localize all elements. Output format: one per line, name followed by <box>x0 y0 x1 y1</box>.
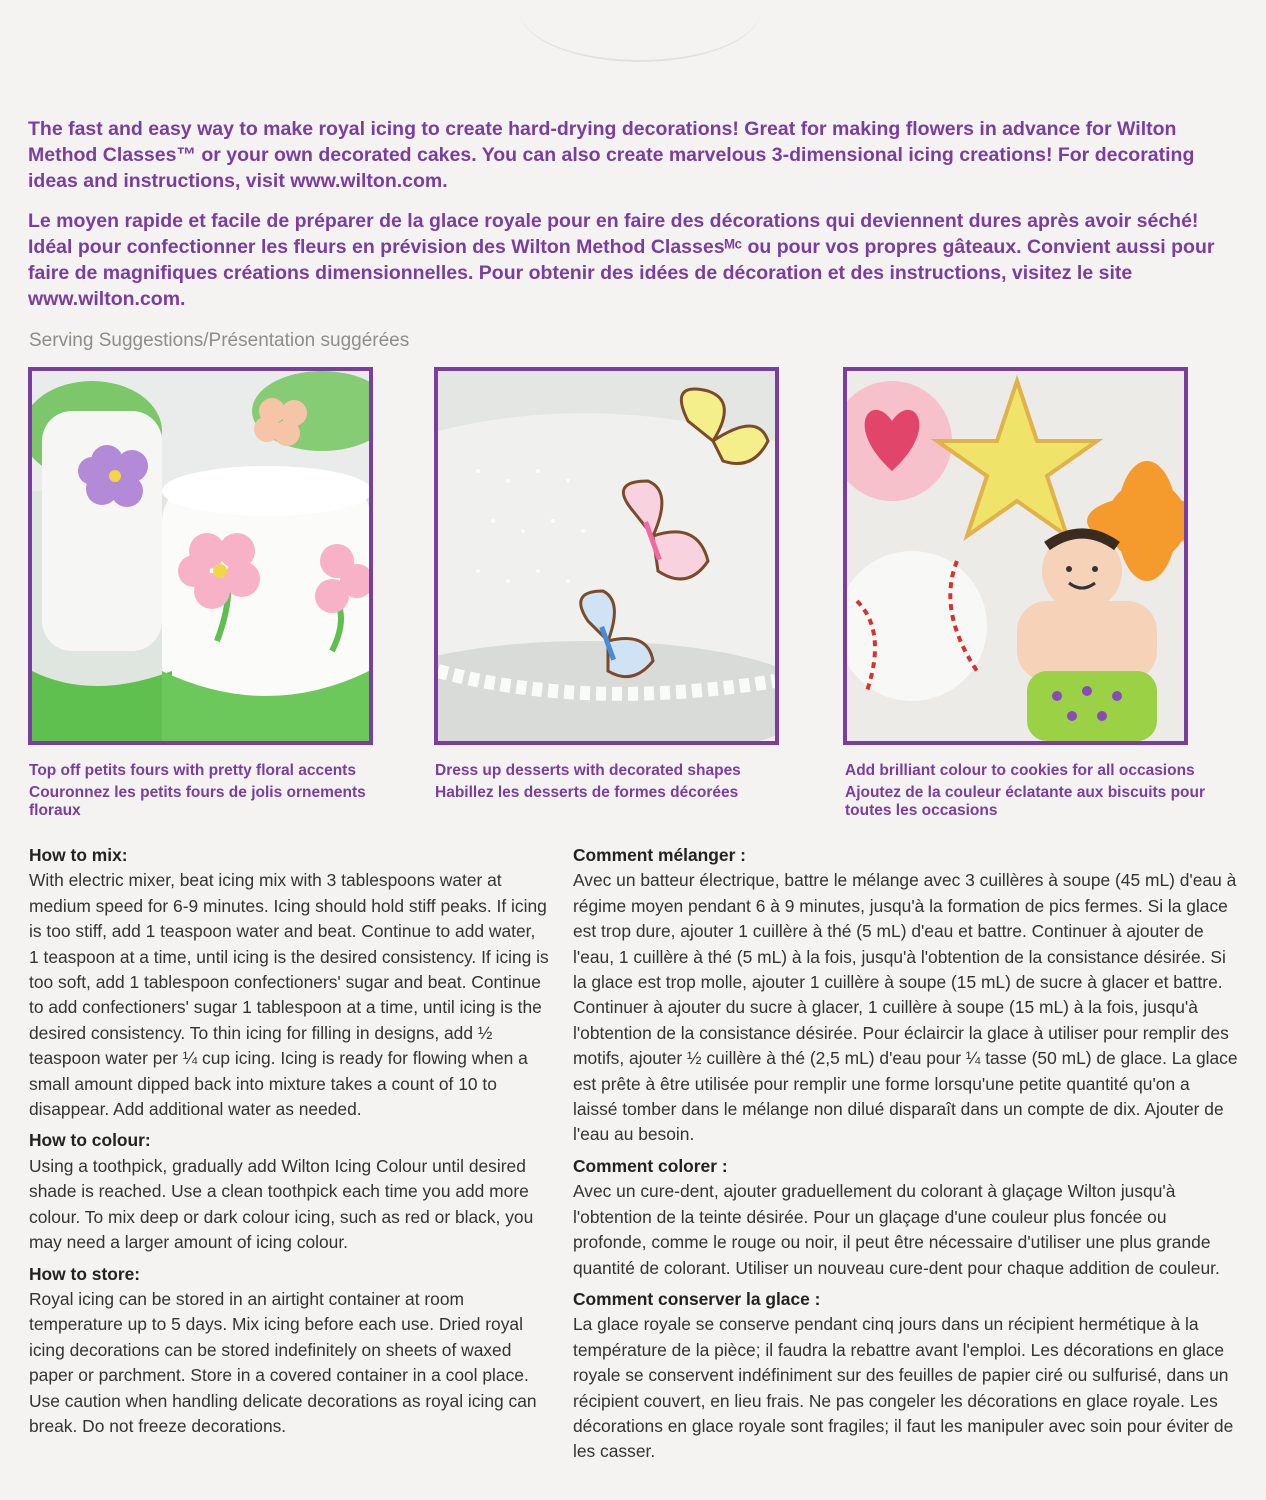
caption-butterflies-en: Dress up desserts with decorated shapes <box>435 762 741 779</box>
french-instructions <box>573 843 1238 1465</box>
caption-petit-fours-en: Top off petits fours with pretty floral accents <box>29 762 356 779</box>
comment-colorer-body: Avec un cure-dent, ajouter graduellement du colorant à glaçage Wilton jusqu'à l'obtention de la teinte désirée. Pour un glaçage d'une couleur plus foncée ou profonde, comme le rouge ou noir, il peut être nécessaire d'utiliser une plus grande quantité de colorant. Utiliser un nouveau cure-dent pour chaque addition de couleur. <box>573 1181 1220 1278</box>
how-to-colour-title: How to colour: <box>29 1130 151 1151</box>
how-to-mix-body: With electric mixer, beat icing mix with 3 tablespoons water at medium speed for 6-9 minutes. Icing should hold stiff peaks. If icing is too stiff, add 1 teaspoon water and beat. Continue to add water, 1 teaspoon at a time, until icing is the desired consistency. If icing is too soft, add 1 tablespoon confectioners' sugar and beat. Continue to add confectioners' sugar 1 tablespoon at a time, until icing is the desired consistency. To thin icing for filling in designs, add ½ teaspoon water per ¼ cup icing. Icing is ready for flowing when a small amount dipped back into mixture takes a count of 10 to disappear. Add additional water as needed. <box>29 870 549 1120</box>
intro-english: The fast and easy way to make royal icing to create hard-drying decorations! Great for making flowers in advance for Wilton Method Classes™ or your own decorated cakes. You can also create marvelous 3-dimensional icing creations! For decorating ideas and instructions, visit www.wilton.com. <box>28 118 1195 192</box>
package-arc-decoration <box>520 0 760 62</box>
how-to-store-title: How to store: <box>29 1263 141 1284</box>
comment-melanger-body: Avec un batteur électrique, battre le mélange avec 3 cuillères à soupe (45 mL) d'eau à régime moyen pendant 6 à 9 minutes, jusqu'à la formation de pics fermes. Si la glace est trop dure, ajouter 1 cuillère à thé (5 mL) d'eau et battre. Continuer à ajouter de l'eau, 1 cuillère à thé (5 mL) à la fois, jusqu'à l'obtention de la consistance désirée. Si la glace est trop molle, ajouter 1 cuillère à soupe (15 mL) de sucre à glacer et battre. Continuer à ajouter du sucre à glacer, 1 cuillère à soupe (15 mL) à la fois, jusqu'à l'obtention de la consistance désirée. Pour éclaircir la glace à utiliser pour remplir des motifs, ajouter ½ cuillère à thé (2,5 mL) d'eau pour ¼ tasse (50 mL) de glace. La glace est prête à être utilisée pour remplir une forme lorsqu'une petite quantité qu'on a laissé tomber dans le mélange non dilué disparaît dans un compte de dix. Ajouter de l'eau au besoin. <box>573 870 1238 1145</box>
caption-butterflies <box>435 760 805 802</box>
petit-fours-flowers-photo <box>28 367 373 745</box>
comment-colorer-title: Comment colorer : <box>573 1155 728 1176</box>
cake-butterflies-photo <box>434 367 779 745</box>
how-to-mix-title: How to mix: <box>29 845 128 865</box>
comment-melanger-title: Comment mélanger : <box>573 845 746 865</box>
caption-cookies-fr: Ajoutez de la couleur éclatante aux biscuits pour toutes les occasions <box>845 784 1206 819</box>
how-to-store-body: Royal icing can be stored in an airtight container at room temperature up to 5 days. Mix icing before each use. Dried royal icing decorations can be stored indefinitely on sheets of waxed paper or parchment. Store in a covered container in a cool place. Use caution when handling delicate decorations as royal icing can break. Do not freeze decorations. <box>29 1288 537 1436</box>
caption-cookies <box>845 760 1215 820</box>
caption-petit-fours-fr: Couronnez les petits fours de jolis ornements floraux <box>29 784 366 819</box>
intro-french: Le moyen rapide et facile de préparer de la glace royale pour en faire des décorations qui deviennent dures après avoir séché! Idéal pour confectionner les fleurs en prévision des Wilton Method Classesᴹᶜ ou pour vos propres gâteaux. Convient aussi pour faire de magnifiques créations dimensionnelles. Pour obtenir des idées de décoration et des instructions, visitez le site www.wilton.com. <box>28 210 1215 310</box>
caption-petit-fours <box>29 760 399 820</box>
english-instructions <box>29 843 549 1439</box>
comment-conserver-body: La glace royale se conserve pendant cinq jours dans un récipient hermétique à la température de la pièce; il faudra la rebattre avant l'emploi. Les décorations en glace royale se conservent indéfiniment sur des feuilles de papier ciré ou sulfurisé, dans un récipient couvert, en lieu frais. Ne pas congeler les décorations en glace royale. Les décorations en glace royale sont fragiles; il faut les manipuler avec soin pour éviter de les casser. <box>573 1314 1234 1462</box>
caption-cookies-en: Add brilliant colour to cookies for all occasions <box>845 762 1195 779</box>
decorated-cookies-photo <box>843 367 1188 745</box>
how-to-colour-body: Using a toothpick, gradually add Wilton Icing Colour until desired shade is reached. Use a clean toothpick each time you add more colour. To mix deep or dark colour icing, such as red or black, you may need a larger amount of icing colour. <box>29 1155 534 1253</box>
caption-butterflies-fr: Habillez les desserts de formes décorées <box>435 784 739 801</box>
serving-suggestions-label: Serving Suggestions/Présentation suggérées <box>29 330 410 351</box>
comment-conserver-title: Comment conserver la glace : <box>573 1288 821 1309</box>
